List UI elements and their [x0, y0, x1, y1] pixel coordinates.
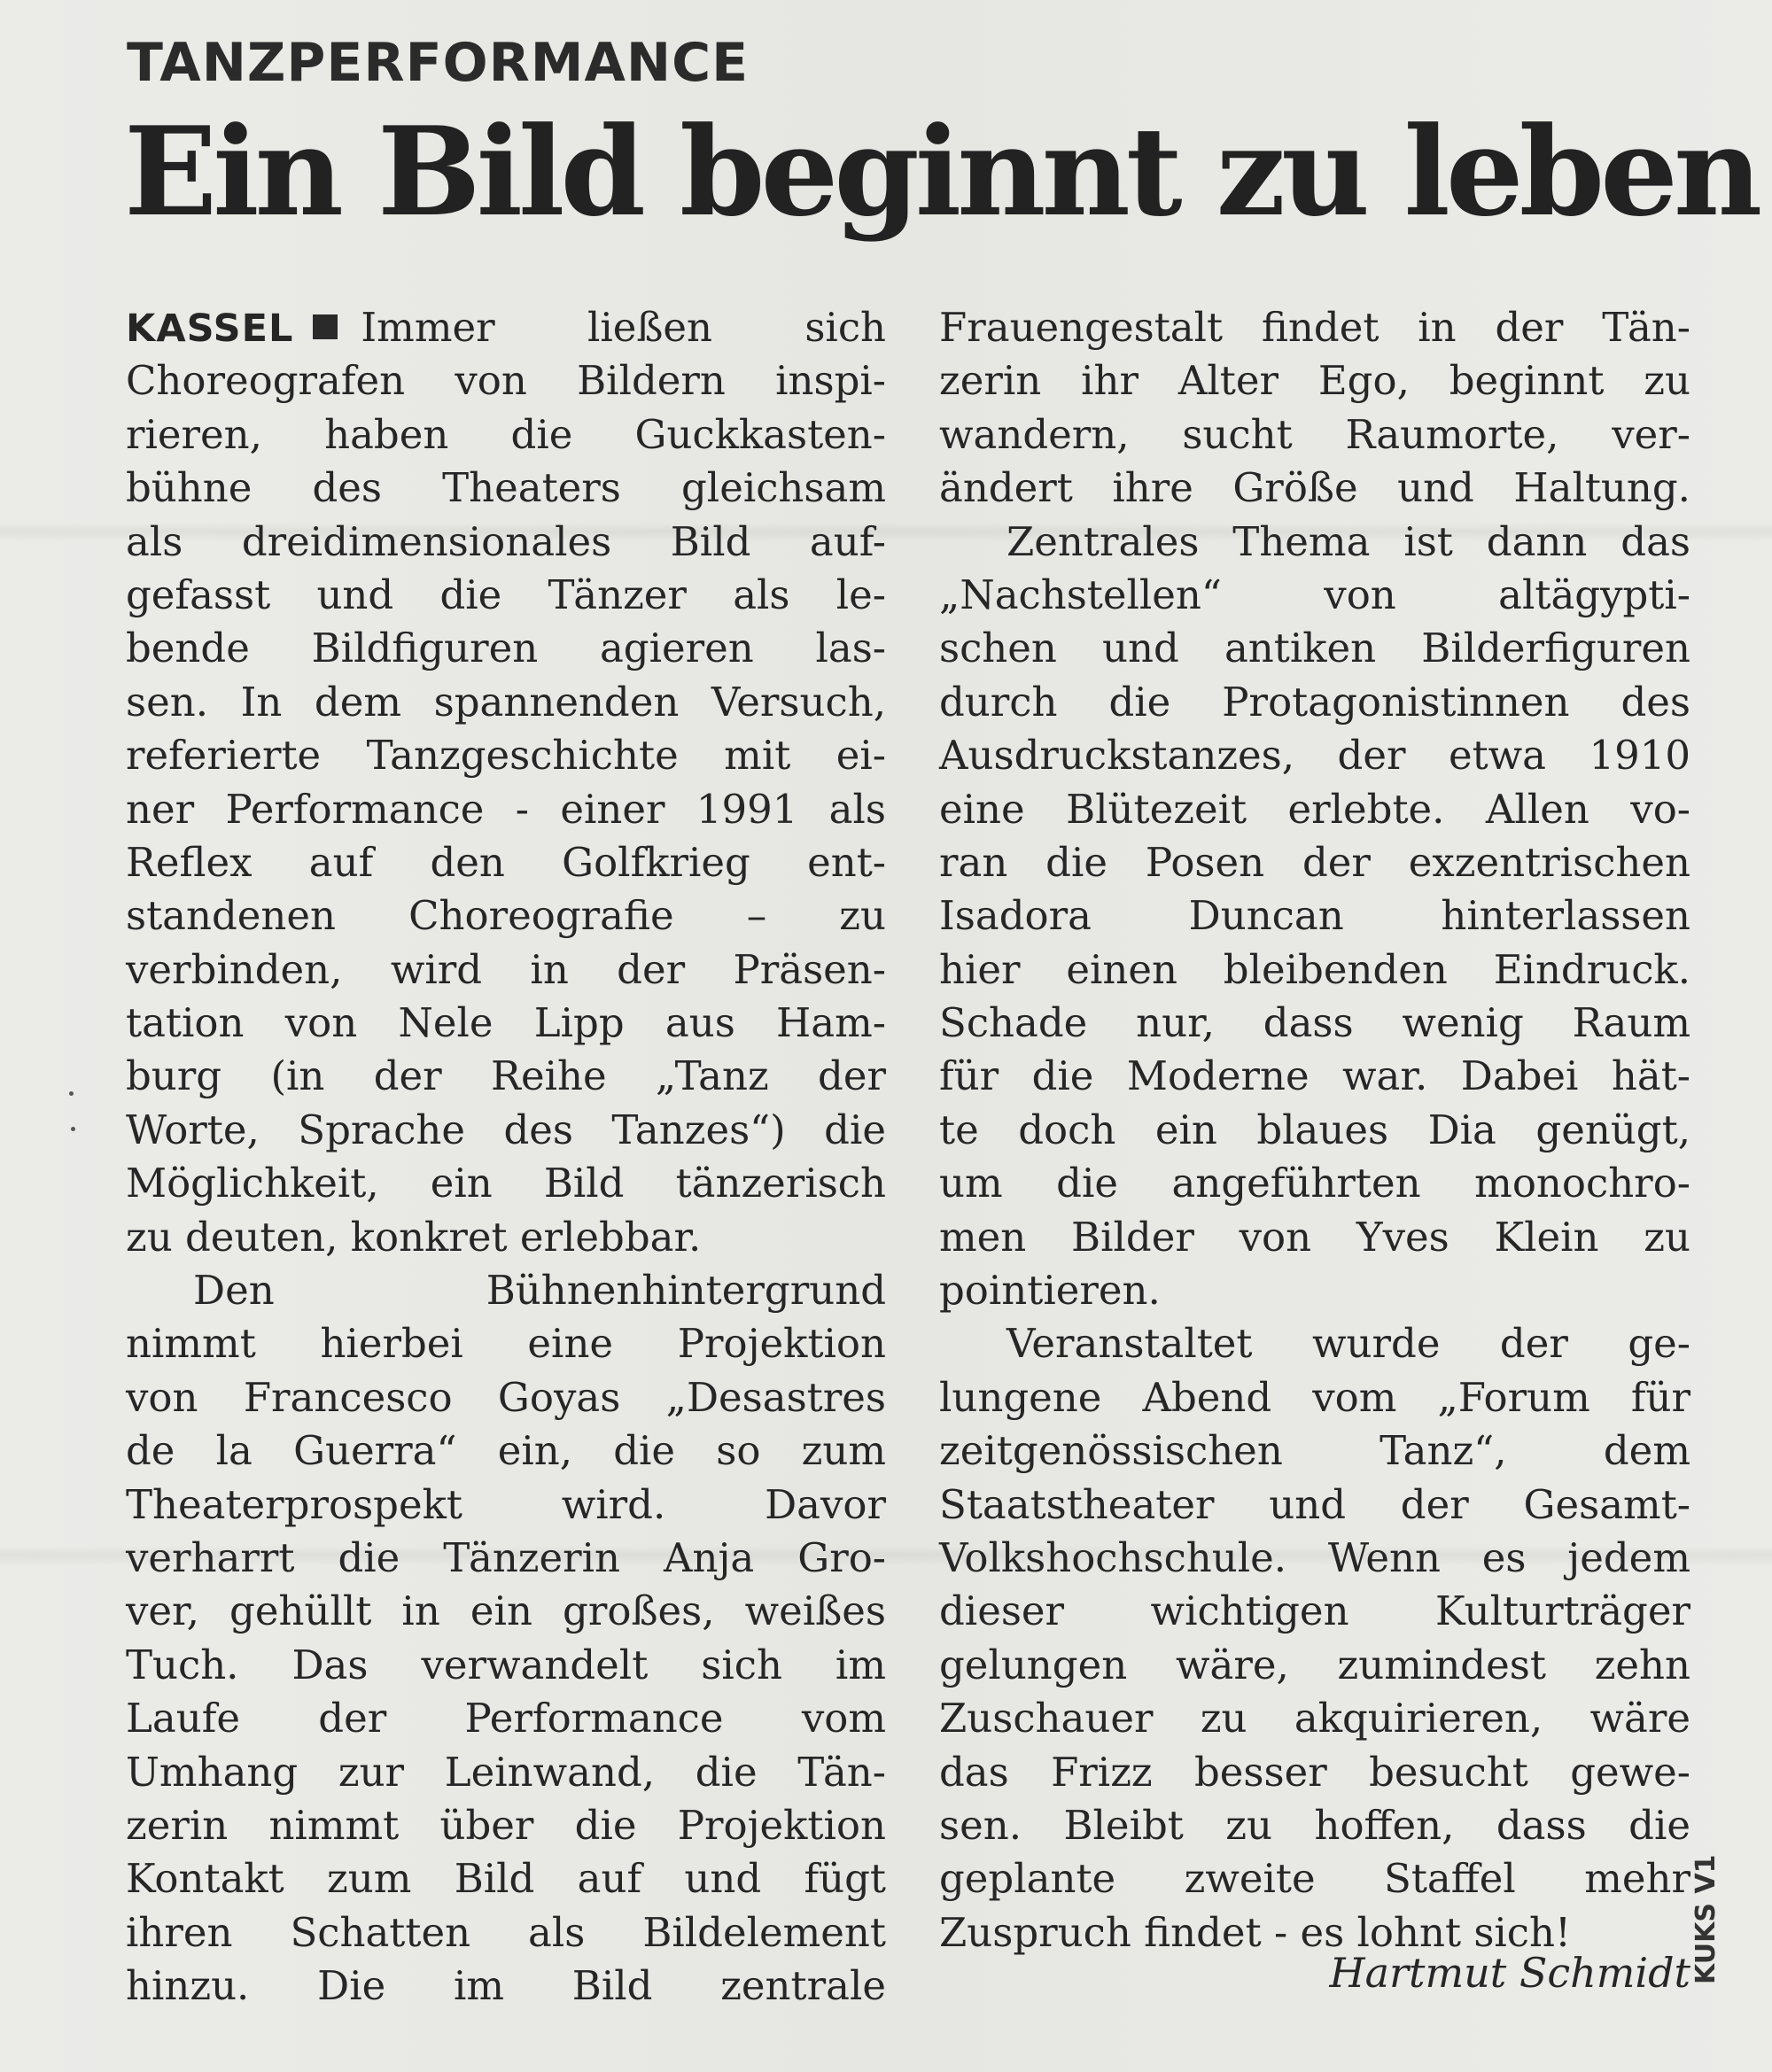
article-line: bühne des Theaters gleichsam	[126, 464, 886, 512]
article-line: sen. Bleibt zu hoffen, dass die	[939, 1801, 1690, 1849]
article-line: Möglichkeit, ein Bild tänzerisch	[126, 1160, 886, 1207]
article-line: um die angeführten monochro-	[939, 1160, 1690, 1207]
article-line: geplante zweite Staffel mehr	[939, 1855, 1690, 1903]
article-line: hinzu. Die im Bild zentrale	[126, 1962, 886, 2010]
article-line: Den Bühnenhintergrund	[193, 1267, 886, 1315]
author-byline: Hartmut Schmidt	[1329, 1949, 1690, 1997]
article-line: Zuspruch findet - es lohnt sich!	[939, 1908, 1572, 1956]
article-line: de la Guerra“ ein, die so zum	[126, 1427, 886, 1475]
article-line: Choreografen von Bildern inspi-	[126, 357, 886, 405]
article-line: rieren, haben die Guckkasten-	[126, 410, 886, 458]
article-line: Laufe der Performance vom	[126, 1695, 886, 1742]
side-code: KUKS V1	[1690, 1854, 1721, 1984]
article-line: nimmt hierbei eine Projektion	[126, 1320, 886, 1368]
article-line: Volkshochschule. Wenn es jedem	[939, 1533, 1690, 1581]
article-line: gelungen wäre, zumindest zehn	[939, 1641, 1690, 1688]
article-line: für die Moderne war. Dabei hät-	[939, 1052, 1690, 1100]
article-line: Isadora Duncan hinterlassen	[939, 892, 1690, 940]
article-line: Reflex auf den Golfkrieg ent-	[126, 838, 886, 886]
article-line: Kontakt zum Bild auf und fügt	[126, 1855, 886, 1903]
article-line: tation von Nele Lipp aus Ham-	[126, 999, 886, 1047]
article-line: Frauengestalt findet in der Tän-	[939, 304, 1690, 351]
article-line: zeitgenössischen Tanz“, dem	[939, 1427, 1690, 1475]
article-line: zerin ihr Alter Ego, beginnt zu	[939, 357, 1690, 405]
kicker: TANZPERFORMANCE	[127, 32, 750, 94]
headline: Ein Bild beginnt zu leben	[124, 99, 1759, 244]
article-line: ändert ihre Größe und Haltung.	[939, 464, 1690, 512]
article-line: ran die Posen der exzentrischen	[939, 838, 1690, 886]
article-line: eine Blütezeit erlebte. Allen vo-	[939, 785, 1690, 833]
article-line: men Bilder von Yves Klein zu	[939, 1213, 1690, 1261]
article-line: zu deuten, konkret erlebbar.	[126, 1213, 702, 1261]
article-line: standenen Choreografie – zu	[126, 892, 886, 940]
article-line: te doch ein blaues Dia genügt,	[939, 1106, 1690, 1153]
article-line: gefasst und die Tänzer als le-	[126, 570, 886, 618]
article-line: Zuschauer zu akquirieren, wäre	[939, 1695, 1690, 1742]
article-line: wandern, sucht Raumorte, ver-	[939, 410, 1690, 458]
article-line: burg (in der Reihe „Tanz der	[126, 1052, 886, 1100]
article-line: sen. In dem spannenden Versuch,	[126, 678, 886, 726]
article-column-right	[939, 301, 1690, 1959]
article-line: Worte, Sprache des Tanzes“) die	[126, 1106, 886, 1153]
article-line: ihren Schatten als Bildelement	[126, 1908, 886, 1956]
article-line: Theaterprospekt wird. Davor	[126, 1480, 886, 1528]
article-line: das Frizz besser besucht gewe-	[939, 1748, 1690, 1796]
article-line: Zentrales Thema ist dann das	[1006, 517, 1690, 565]
article-line: ner Performance - einer 1991 als	[126, 785, 886, 833]
article-line	[126, 301, 886, 354]
article-line: hier einen bleibenden Eindruck.	[939, 945, 1690, 993]
article-line: von Francesco Goyas „Desastres	[126, 1373, 886, 1421]
article-line: Staatstheater und der Gesamt-	[939, 1480, 1690, 1528]
article-line: „Nachstellen“ von altägypti-	[939, 570, 1690, 618]
article-line: durch die Protagonistinnen des	[939, 678, 1690, 726]
article-line: verbinden, wird in der Präsen-	[126, 945, 886, 993]
article-line: bende Bildfiguren agieren las-	[126, 625, 886, 672]
dateline: KASSEL	[126, 307, 294, 351]
article-line: Tuch. Das verwandelt sich im	[126, 1641, 886, 1688]
article-line-text: Immer ließen sich	[361, 304, 886, 351]
article-line: lungene Abend vom „Forum für	[939, 1373, 1690, 1421]
article-column-left	[126, 301, 886, 2014]
article-line: zerin nimmt über die Projektion	[126, 1801, 886, 1849]
article-line: verharrt die Tänzerin Anja Gro-	[126, 1533, 886, 1581]
article-line: Ausdruckstanzes, der etwa 1910	[939, 732, 1690, 780]
article-line: dieser wichtigen Kulturträger	[939, 1587, 1690, 1635]
article-line: referierte Tanzgeschichte mit ei-	[126, 732, 886, 780]
article-line: ver, gehüllt in ein großes, weißes	[126, 1587, 886, 1635]
article-line: Schade nur, dass wenig Raum	[939, 999, 1690, 1047]
article-line: schen und antiken Bilderfiguren	[939, 625, 1690, 672]
article-line: als dreidimensionales Bild auf-	[126, 517, 886, 565]
print-speck	[69, 1091, 74, 1096]
print-speck	[71, 1127, 75, 1131]
article-line: pointieren.	[939, 1267, 1161, 1315]
dateline-bullet-icon	[313, 314, 338, 339]
article-line: Umhang zur Leinwand, die Tän-	[126, 1748, 886, 1796]
article-line: Veranstaltet wurde der ge-	[1006, 1320, 1690, 1368]
